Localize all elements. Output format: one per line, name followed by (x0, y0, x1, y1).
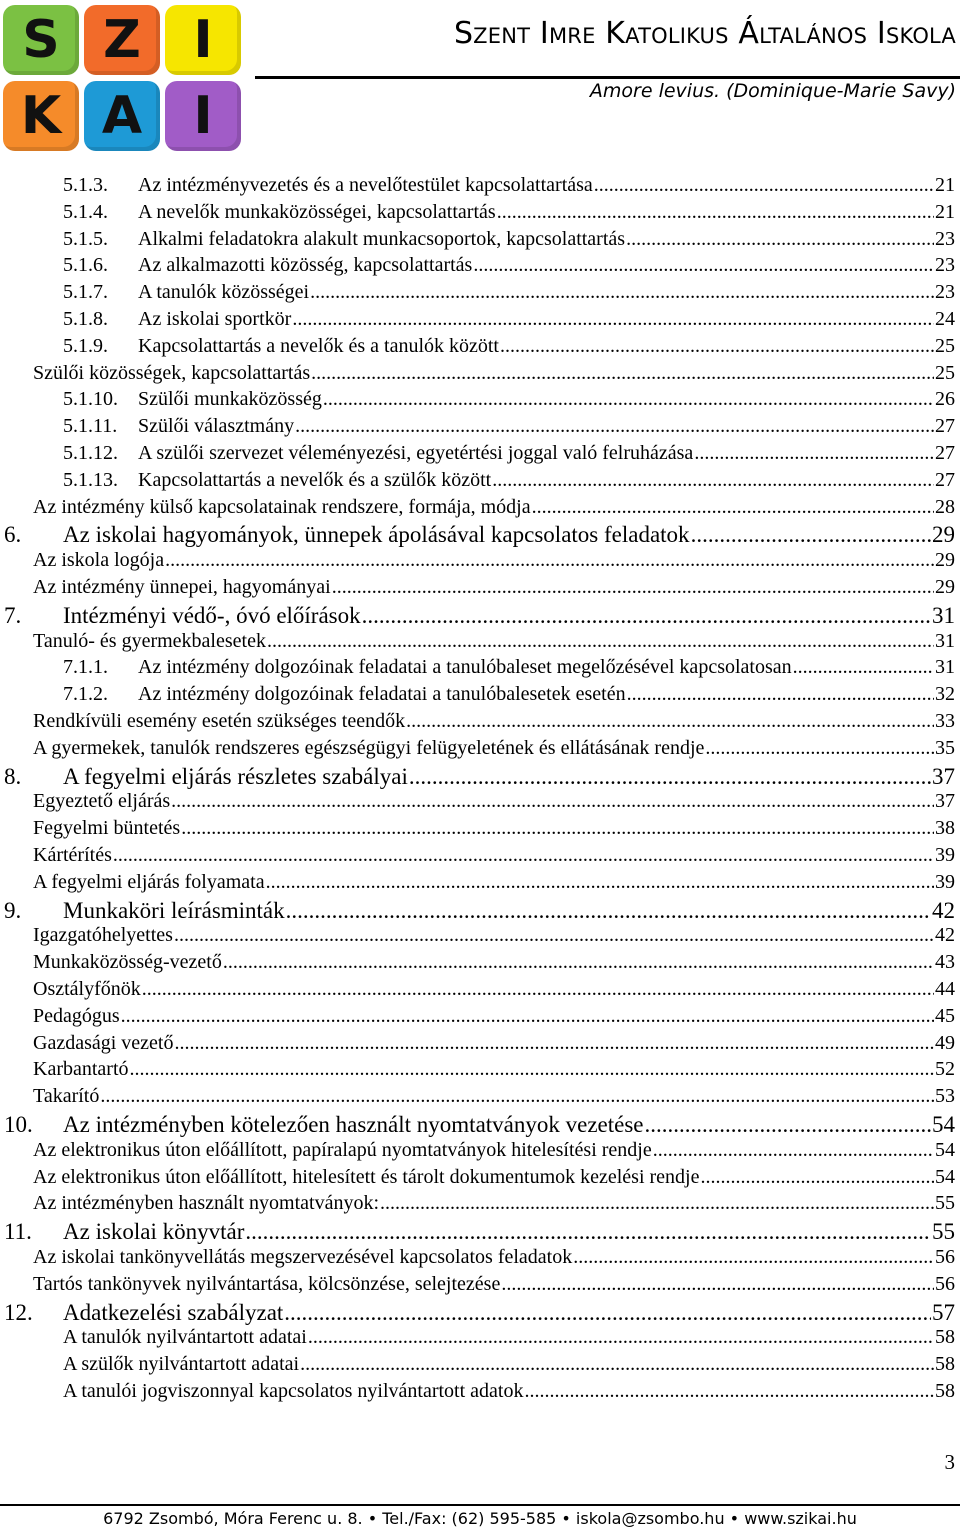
toc-entry-page: 49 (935, 1031, 955, 1054)
toc-entry-title: Munkaközösség-vezető (33, 951, 222, 974)
toc-dot-leader (245, 1219, 931, 1245)
toc-entry-title: A tanulói jogviszonnyal kapcsolatos nyilvántartott adatok (63, 1380, 524, 1402)
toc-entry-title: Az iskolai könyvtár (63, 1219, 245, 1245)
toc-entry[interactable] (63, 656, 955, 683)
toc-entry-title: Kapcsolattartás a nevelők és a szülők között (138, 468, 492, 491)
toc-dot-leader (653, 1139, 934, 1162)
toc-entry-page: 56 (935, 1246, 955, 1268)
toc-entry-title: Adatkezelési szabályzat (63, 1299, 284, 1325)
toc-entry-number: 12. (4, 1299, 33, 1325)
toc-entry-title: Az iskola logója (33, 549, 165, 572)
toc-entry-number: 5.1.12. (63, 442, 118, 464)
toc-entry-title: Intézményi védő-, óvó előírások (63, 602, 361, 628)
toc-entry[interactable] (33, 817, 955, 844)
toc-dot-leader (594, 174, 934, 197)
toc-entry-page: 58 (935, 1380, 955, 1402)
toc-entry[interactable] (33, 362, 955, 389)
toc-entry[interactable] (4, 603, 955, 630)
toc-entry-page: 42 (935, 924, 955, 947)
toc-entry-title: Szülői munkaközösség (138, 388, 322, 411)
toc-entry[interactable] (33, 1192, 955, 1219)
toc-entry-page: 55 (932, 1219, 955, 1245)
toc-entry[interactable] (33, 549, 955, 576)
toc-entry-number: 5.1.10. (63, 388, 118, 411)
toc-dot-leader (406, 710, 934, 733)
toc-entry[interactable] (63, 254, 955, 281)
toc-entry-title: Igazgatóhelyettes (33, 924, 173, 947)
toc-entry-title: Szülői közösségek, kapcsolattartás (33, 361, 311, 384)
toc-entry-title: Az intézményben használt nyomtatványok: (33, 1192, 380, 1215)
logo-letter: A (101, 86, 143, 146)
toc-entry[interactable] (33, 951, 955, 978)
logo-letter: S (22, 10, 60, 70)
toc-dot-leader (473, 254, 934, 277)
toc-entry-number: 7. (4, 602, 22, 628)
toc-entry[interactable] (63, 281, 955, 308)
toc-dot-leader (500, 335, 934, 358)
toc-entry-title: Az intézmény külső kapcsolatainak rendszere, formája, módja (33, 495, 531, 518)
toc-entry-title: Tartós tankönyvek nyilvántartása, kölcsönzése, selejtezése (33, 1272, 501, 1295)
toc-dot-leader (362, 603, 931, 629)
logo-letter: Z (103, 10, 141, 70)
toc-dot-leader (380, 1192, 934, 1215)
toc-entry-title: Egyeztető eljárás (33, 790, 171, 813)
toc-entry-number: 5.1.9. (63, 334, 108, 357)
toc-entry-title: A szülői szervezet véleményezési, egyetértési joggal való felruházása (138, 442, 694, 464)
toc-entry-page: 31 (935, 656, 955, 679)
toc-dot-leader (323, 388, 934, 411)
toc-entry-page: 23 (935, 281, 955, 304)
toc-entry[interactable] (63, 1380, 955, 1407)
toc-entry-number: 5.1.3. (63, 174, 108, 196)
toc-entry-title: Az intézményvezetés és a nevelőtestület kapcsolattartása (138, 174, 593, 196)
logo-letter: K (20, 86, 62, 146)
toc-entry[interactable] (4, 1112, 955, 1139)
toc-entry-page: 27 (935, 415, 955, 438)
toc-entry-title: A szülők nyilvántartott adatai (63, 1353, 300, 1376)
toc-entry-page: 58 (935, 1326, 955, 1349)
toc-entry-title: A fegyelmi eljárás folyamata (33, 870, 265, 893)
toc-entry-page: 24 (935, 308, 955, 330)
logo-letter: I (193, 86, 213, 146)
toc-entry[interactable] (33, 871, 955, 898)
toc-entry-number: 8. (4, 763, 22, 789)
toc-entry-page: 35 (935, 736, 955, 759)
toc-entry-title: A tanulók közösségei (138, 281, 310, 304)
toc-entry[interactable] (33, 790, 955, 817)
logo-tile-i (165, 5, 241, 75)
toc-entry-title: Alkalmi feladatokra alakult munkacsoportok, kapcsolattartás (138, 227, 626, 250)
school-motto: Amore levius. (Dominique-Marie Savy) (589, 80, 956, 102)
toc-entry-page: 37 (932, 763, 955, 789)
logo-tile-s (3, 5, 79, 75)
toc-entry-title: Kapcsolattartás a nevelők és a tanulók között (138, 334, 499, 357)
toc-entry-number: 10. (4, 1112, 33, 1137)
logo-tile-z (84, 5, 160, 75)
toc-entry-number: 5.1.7. (63, 281, 108, 304)
toc-entry-page: 29 (935, 576, 955, 598)
toc-entry[interactable] (63, 1353, 955, 1380)
toc-dot-leader (705, 737, 934, 760)
toc-entry[interactable] (63, 469, 955, 496)
toc-entry-title: Az iskolai sportkör (138, 308, 292, 330)
logo-letter: I (193, 10, 213, 70)
toc-entry-title: Karbantartó (33, 1058, 129, 1081)
toc-entry-page: 29 (932, 522, 955, 548)
toc-dot-leader (691, 522, 931, 548)
toc-dot-leader (100, 1085, 934, 1108)
toc-entry[interactable] (33, 1005, 955, 1032)
toc-entry[interactable] (4, 1219, 955, 1246)
toc-dot-leader (142, 978, 934, 1001)
toc-entry-number: 9. (4, 897, 22, 923)
toc-entry[interactable] (33, 1246, 955, 1273)
toc-entry-page: 21 (935, 174, 955, 196)
toc-entry-page: 43 (935, 951, 955, 974)
toc-entry[interactable] (63, 308, 955, 335)
toc-entry-page: 54 (932, 1112, 955, 1137)
toc-entry-page: 26 (935, 388, 955, 411)
toc-dot-leader (171, 790, 934, 813)
toc-entry[interactable] (33, 710, 955, 737)
toc-dot-leader (286, 898, 931, 924)
toc-entry-title: A gyermekek, tanulók rendszeres egészségügyi felügyeletének és ellátásának rendje (33, 736, 705, 759)
toc-entry-page: 42 (932, 897, 955, 923)
toc-entry[interactable] (33, 630, 955, 657)
toc-entry-title: Az intézmény dolgozóinak feladatai a tanulóbalesetek esetén (138, 683, 626, 706)
logo-tile-k (3, 81, 79, 151)
toc-dot-leader (174, 924, 934, 947)
toc-entry[interactable] (33, 496, 955, 523)
toc-dot-leader (627, 683, 934, 706)
toc-entry-page: 58 (935, 1353, 955, 1376)
toc-entry[interactable] (63, 1326, 955, 1353)
toc-dot-leader (626, 228, 934, 251)
toc-entry-title: Az intézmény ünnepei, hagyományai (33, 576, 331, 598)
toc-entry[interactable] (63, 683, 955, 710)
footer-contact: 6792 Zsombó, Móra Ferenc u. 8. • Tel./Fax: (62) 595-585 • iskola@zsombo.hu • www.szikai.hu (103, 1509, 857, 1528)
toc-entry-page: 44 (935, 978, 955, 1000)
toc-entry[interactable] (33, 576, 955, 603)
toc-entry-page: 54 (935, 1165, 955, 1188)
page-number: 3 (944, 1450, 955, 1474)
toc-dot-leader (284, 1300, 931, 1326)
toc-dot-leader (332, 576, 934, 599)
toc-entry-title: Fegyelmi büntetés (33, 817, 181, 840)
toc-entry-page: 23 (935, 227, 955, 250)
toc-entry-title: Az iskolai hagyományok, ünnepek ápolásával kapcsolatos feladatok (63, 522, 690, 548)
toc-entry-page: 27 (935, 468, 955, 491)
toc-dot-leader (532, 496, 934, 519)
toc-entry[interactable] (63, 335, 955, 362)
footer-divider (0, 1504, 960, 1506)
toc-entry-number: 6. (4, 522, 22, 548)
toc-entry[interactable] (33, 978, 955, 1005)
toc-entry-page: 28 (935, 495, 955, 518)
toc-entry[interactable] (33, 1139, 955, 1166)
toc-entry-page: 54 (935, 1138, 955, 1161)
school-logo (3, 5, 241, 151)
toc-dot-leader (266, 871, 934, 894)
toc-dot-leader (295, 415, 934, 438)
toc-entry[interactable] (33, 924, 955, 951)
toc-entry-title: Munkaköri leírásminták (63, 897, 285, 923)
toc-entry-page: 56 (935, 1272, 955, 1295)
toc-entry-title: Osztályfőnök (33, 978, 141, 1000)
toc-entry[interactable] (63, 174, 955, 201)
toc-entry-number: 5.1.11. (63, 415, 118, 438)
toc-entry-number: 5.1.5. (63, 227, 108, 250)
toc-dot-leader (311, 362, 934, 385)
toc-entry[interactable] (4, 1300, 955, 1327)
toc-dot-leader (223, 951, 934, 974)
toc-entry-title: Az alkalmazotti közösség, kapcsolattartás (138, 254, 473, 277)
toc-dot-leader (573, 1246, 934, 1269)
toc-dot-leader (130, 1058, 934, 1081)
toc-entry-page: 38 (935, 817, 955, 840)
toc-entry[interactable] (63, 201, 955, 228)
toc-entry[interactable] (63, 415, 955, 442)
toc-entry-title: Az elektronikus úton előállított, hitelesített és tárolt dokumentumok kezelési rendje (33, 1165, 700, 1188)
toc-dot-leader (694, 442, 934, 465)
school-name: Szent Imre Katolikus Általános Iskola (453, 16, 956, 51)
toc-entry-number: 5.1.4. (63, 200, 108, 223)
toc-entry-number: 7.1.2. (63, 683, 108, 706)
toc-entry-page: 29 (935, 549, 955, 572)
toc-entry-page: 39 (935, 844, 955, 866)
toc-entry-page: 55 (935, 1192, 955, 1215)
toc-entry-page: 33 (935, 710, 955, 732)
toc-entry[interactable] (63, 228, 955, 255)
toc-entry[interactable] (33, 1058, 955, 1085)
toc-dot-leader (524, 1380, 934, 1403)
toc-dot-leader (113, 844, 934, 867)
toc-entry-title: Szülői választmány (138, 415, 295, 438)
toc-entry[interactable] (33, 1273, 955, 1300)
toc-entry[interactable] (33, 844, 955, 871)
toc-entry-page: 57 (932, 1299, 955, 1325)
header-divider (255, 76, 960, 79)
toc-entry-page: 25 (935, 334, 955, 357)
toc-entry-page: 53 (935, 1085, 955, 1108)
toc-entry-number: 11. (4, 1219, 32, 1245)
toc-entry[interactable] (33, 737, 955, 764)
toc-entry-number: 7.1.1. (63, 656, 108, 679)
toc-entry[interactable] (63, 388, 955, 415)
toc-dot-leader (308, 1326, 934, 1349)
toc-entry-page: 23 (935, 254, 955, 277)
toc-entry-title: A fegyelmi eljárás részletes szabályai (63, 763, 408, 789)
toc-entry-title: A nevelők munkaközösségei, kapcsolattartás (138, 200, 496, 223)
toc-dot-leader (701, 1166, 935, 1189)
toc-entry-page: 31 (935, 629, 955, 652)
toc-dot-leader (501, 1273, 934, 1296)
toc-entry-page: 39 (935, 870, 955, 893)
toc-entry-page: 25 (935, 361, 955, 384)
toc-entry-number: 5.1.13. (63, 468, 118, 491)
toc-dot-leader (645, 1112, 931, 1138)
toc-entry[interactable] (4, 522, 955, 549)
toc-entry-title: Pedagógus (33, 1004, 120, 1027)
toc-entry[interactable] (63, 442, 955, 469)
toc-entry-number: 5.1.8. (63, 308, 108, 330)
toc-dot-leader (409, 764, 931, 790)
toc-dot-leader (300, 1353, 934, 1376)
toc-dot-leader (121, 1005, 934, 1028)
toc-entry[interactable] (33, 1166, 955, 1193)
toc-entry[interactable] (33, 1085, 955, 1112)
toc-entry-title: Az intézmény dolgozóinak feladatai a tanulóbaleset megelőzésével kapcsolatosan (138, 656, 792, 679)
toc-entry-page: 37 (935, 790, 955, 813)
toc-entry-page: 32 (935, 683, 955, 706)
toc-dot-leader (292, 308, 934, 331)
toc-entry-page: 45 (935, 1004, 955, 1027)
toc-entry-number: 5.1.6. (63, 254, 108, 277)
toc-dot-leader (492, 469, 934, 492)
toc-entry-page: 21 (935, 200, 955, 223)
toc-entry-title: Az elektronikus úton előállított, papíralapú nyomtatványok hitelesítési rendje (33, 1138, 652, 1161)
toc-dot-leader (165, 549, 934, 572)
toc-entry-page: 52 (935, 1058, 955, 1081)
logo-tile-i2 (165, 81, 241, 151)
toc-entry[interactable] (4, 764, 955, 791)
toc-entry-page: 31 (932, 602, 955, 628)
toc-entry-title: Rendkívüli esemény esetén szükséges teendők (33, 710, 406, 732)
toc-entry-title: Takarító (33, 1085, 100, 1108)
toc-entry[interactable] (33, 1032, 955, 1059)
toc-dot-leader (310, 281, 934, 304)
toc-entry-title: Tanuló- és gyermekbalesetek (33, 629, 266, 652)
toc-entry-title: Az intézményben kötelezően használt nyomtatványok vezetése (63, 1112, 644, 1137)
toc-dot-leader (174, 1032, 934, 1055)
toc-entry-title: Az iskolai tankönyvellátás megszervezésével kapcsolatos feladatok (33, 1246, 573, 1268)
toc-entry-title: Gazdasági vezető (33, 1031, 174, 1054)
toc-entry-title: A tanulók nyilvántartott adatai (63, 1326, 307, 1349)
toc-dot-leader (267, 630, 934, 653)
toc-entry[interactable] (4, 898, 955, 925)
toc-entry-title: Kártérítés (33, 844, 112, 866)
toc-dot-leader (793, 656, 934, 679)
toc-dot-leader (181, 817, 934, 840)
logo-tile-a (84, 81, 160, 151)
toc-dot-leader (497, 201, 934, 224)
toc-entry-page: 27 (935, 442, 955, 464)
